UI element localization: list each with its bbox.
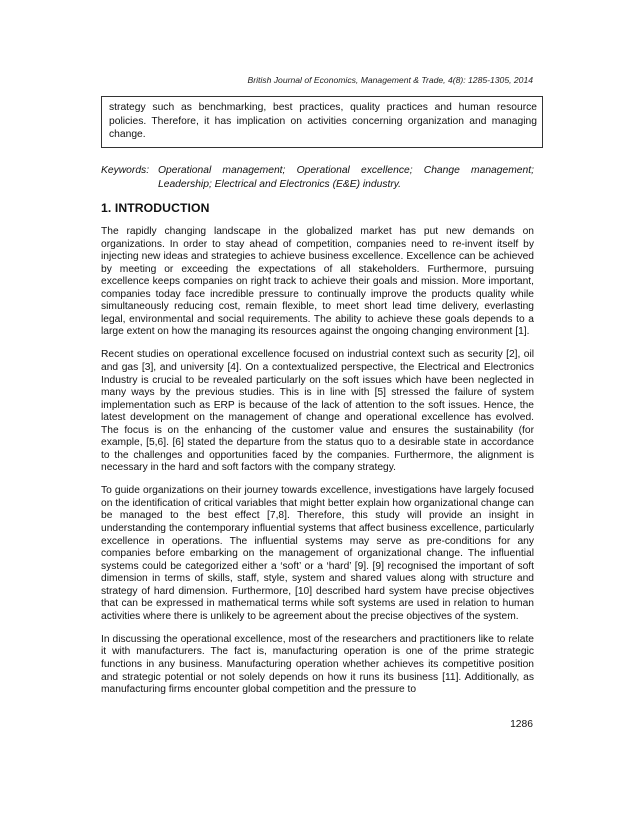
keywords-text: Operational management; Operational excellence; Change management; Leadership; Electrical and Electronics (E&E) industry.: [158, 165, 534, 190]
paragraph: The rapidly changing landscape in the globalized market has put new demands on organizations. In order to stay ahead of competition, companies need to re-invent itself by injecting new ideas and strategies to achieve business excellence. Excellence can be achieved by meeting or exceeding the expectations of all stakeholders. Furthermore, pursuing excellence keeps companies on right track to achieve their goals and mission. More important, companies today face incredible pressure to continually improve the products quality while simultaneously reducing cost, remain flexible, to meet short lead time delivery, everlasting legal, environmental and social requirements. The ability to achieve these goals depends to a large extent on how the managing its resources against the ongoing changing environment [1].: [101, 226, 534, 338]
keywords: [101, 164, 534, 191]
paragraph: In discussing the operational excellence, most of the researchers and practitioners like to relate it with manufacturers. The fact is, manufacturing operation is one of the prime strategic functions in any business. Manufacturing operation whether achieves its competitive position and strategic potential or not solely depends on how it runs its business [11]. Additionally, as manufacturing firms encounter global competition and the pressure to: [101, 633, 534, 696]
paragraph: Recent studies on operational excellence focused on industrial context such as security [2], oil and gas [3], and university [4]. On a contextualized perspective, the Electrical and Electronics Industry is crucial to be revealed particularly on the soft issues which have been neglected in many ways by the previous studies. This is in line with [5] stressed the failure of system implementation such as ERP is because of the lack of attention to the soft issues. Hence, the latest development on the management of change and operational excellence has evolved. The focus is on the enhancing of the customer value and ensures the sustainability (for example, [5,6]. [6] stated the departure from the status quo to a desirable state in accordance to the challenges and opportunities faced by the companies. Furthermore, the alignment is necessary in the hard and soft factors with the company strategy.: [101, 349, 534, 474]
running-head: British Journal of Economics, Management & Trade, 4(8): 1285-1305, 2014: [247, 75, 533, 85]
keywords-label: Keywords:: [101, 165, 150, 176]
page-number: 1286: [510, 719, 533, 730]
body-text: [101, 226, 534, 707]
abstract-continuation-box: strategy such as benchmarking, best practices, quality practices and human resource policies. Therefore, it has implication on activities concerning organization and managing change.: [101, 96, 543, 148]
paragraph: To guide organizations on their journey towards excellence, investigations have largely focused on the identification of critical variables that might better explain how organizational change can be managed to the best effect [7,8]. Therefore, this study will provide an insight in understanding the contemporary influential systems that affect business excellence, particularly excellence in operations. The influential systems may serve as pre-conditions for any companies before embarking on the management of organizational change. The influential systems could be categorized either a ‘soft’ or a ‘hard’ [9]. [9] recognised the important of soft dimension in terms of skills, staff, style, system and shared values along with structure and strategy of hard dimension. Furthermore, [10] described hard system have precise objectives that can be expressed in mathematical terms while soft systems are used in relation to human activities where there is unlikely to be agreement about the precise objectives of the system.: [101, 485, 534, 622]
section-heading-introduction: 1. INTRODUCTION: [101, 201, 210, 215]
